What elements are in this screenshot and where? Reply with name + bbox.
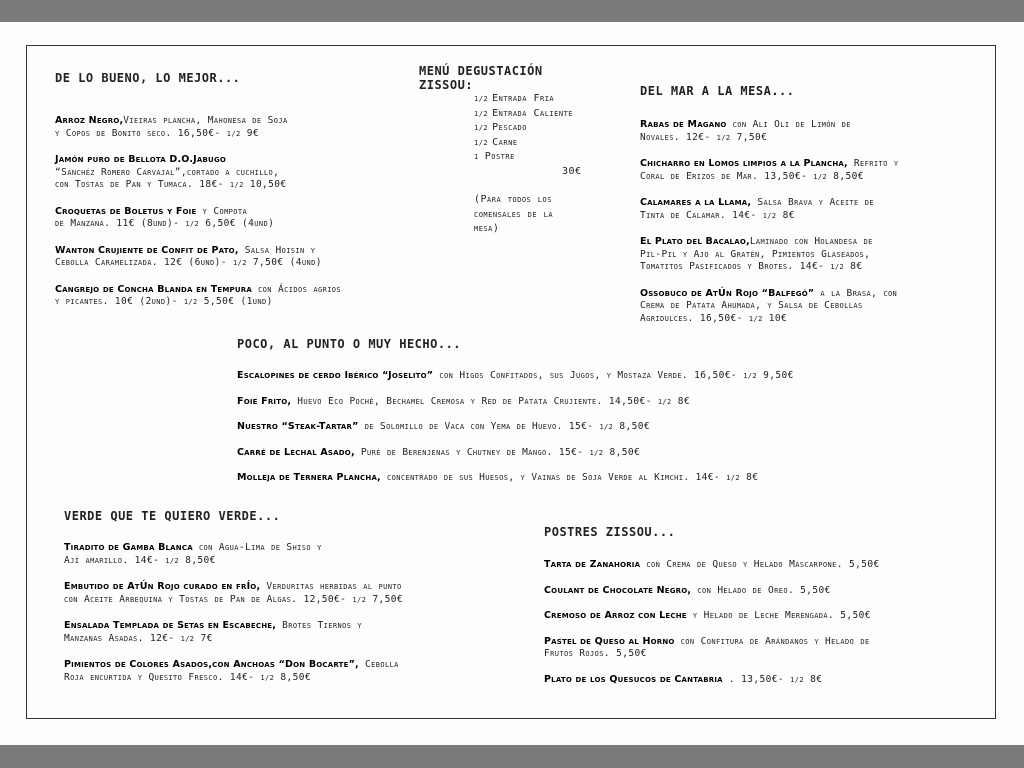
menu-page	[0, 22, 1024, 745]
section-title: VERDE QUE TE QUIERO VERDE...	[64, 509, 281, 523]
dish-name: Foie Frito,	[237, 395, 292, 407]
dish-name: Pastel de Queso al Horno	[544, 635, 675, 647]
qty: 1/2	[474, 138, 489, 147]
section-mar	[640, 84, 980, 325]
menu-item	[237, 447, 977, 460]
dish-name: Cangrejo de Concha Blanda en Tempura	[55, 283, 252, 295]
dish-desc: Manzanas Asadas. 12€-	[64, 632, 181, 644]
section-verde	[64, 509, 484, 684]
dish-name: Embutido de AtÚn Rojo curado en frÍo,	[64, 581, 261, 592]
half-mark: 1/2	[232, 259, 247, 267]
dish-name: Wanton Crujiente de Confit de Pato,	[55, 244, 239, 256]
half-price: 8€	[803, 673, 823, 685]
dish-desc: Novales. 12€-	[640, 131, 717, 143]
dish-desc: con Higos Confitados, sus Jugos, y Mostaza Verde. 16,50€-	[433, 370, 744, 381]
dish-desc: con Aceite Arbequina y Tostas de Pan de Algas. 12,50€-	[64, 593, 353, 605]
degustacion-note: comensales de la	[474, 208, 554, 220]
half-price: 8€	[776, 209, 795, 221]
half-price: 7,50€	[730, 131, 768, 143]
dish-desc: Huevo Eco Poché, Bechamel Cremosa y Red de Patata Crujiente. 14,50€-	[291, 395, 658, 407]
half-mark: 1/2	[813, 172, 828, 181]
half-mark: 1/2	[229, 181, 244, 189]
menu-item	[640, 288, 980, 326]
dish-name: Carré de Lechal Asado,	[237, 446, 355, 458]
half-mark: 1/2	[830, 263, 845, 271]
menu-item	[544, 636, 974, 661]
half-mark: 1/2	[260, 673, 275, 682]
course: Entrada Caliente	[492, 107, 574, 119]
qty: 1	[474, 153, 479, 161]
dish-desc: Cebolla	[358, 659, 399, 670]
half-price: 7,50€ (4und)	[246, 257, 322, 268]
menu-item	[55, 154, 415, 192]
section-title: POCO, AL PUNTO O MUY HECHO...	[237, 337, 462, 351]
dish-desc: y picantes. 10€ (2und)-	[55, 296, 184, 307]
half-mark: 1/2	[657, 397, 672, 406]
dish-desc: Vieiras plancha, Mahonesa de Soja	[123, 115, 288, 126]
dish-name: Pimientos de Colores Asados,con Anchoas “Don Bocarte”,	[64, 659, 359, 670]
section-punto	[237, 337, 977, 485]
dish-desc: Pil-Pil y Ajo al Gratén, Pimientos Glaseados,	[640, 248, 871, 260]
menu-item	[237, 472, 977, 485]
dish-desc: con Tostas de Pan y Tumaca. 18€-	[55, 179, 230, 190]
dish-name: Tarta de Zanahoria	[544, 559, 641, 570]
half-price: 10€	[762, 312, 788, 324]
half-mark: 1/2	[599, 423, 614, 431]
dish-desc: Frutos Rojos. 5,50€	[544, 648, 647, 659]
dish-desc: Agridulces. 16,50€-	[640, 312, 749, 324]
dish-name: Ossobuco de AtÚn Rojo “Balfegó”	[640, 287, 815, 299]
half-price: 7,50€	[366, 593, 403, 605]
degustacion-line	[474, 150, 619, 165]
dish-name: El Plato del Bacalao,	[640, 236, 750, 247]
dish-desc: con Confitura de Arándanos y Helado de	[674, 635, 870, 647]
half-mark: 1/2	[180, 634, 195, 643]
half-mark: 1/2	[790, 675, 804, 684]
half-price: 8,50€	[603, 446, 641, 458]
menu-item	[64, 581, 484, 606]
dish-desc: con Agua-Lima de Shiso y	[192, 542, 322, 553]
dish-desc: Coral de Erizos de Mar. 13,50€-	[640, 170, 814, 182]
menu-item	[544, 610, 974, 623]
half-price: 8€	[671, 395, 691, 407]
half-price: 9,50€	[756, 370, 794, 381]
dish-name: Coulant de Chocolate Negro,	[544, 584, 692, 596]
menu-item	[640, 158, 980, 183]
half-price: 8€	[740, 472, 759, 483]
half-mark: 1/2	[226, 129, 241, 138]
section-title: DE LO BUENO, LO MEJOR...	[55, 71, 241, 85]
section-bueno	[55, 71, 415, 309]
degustacion-line	[474, 92, 619, 107]
dish-name: Croquetas de Boletus y Foie	[55, 205, 197, 217]
half-price: 7€	[194, 632, 213, 644]
half-price: 8,50€	[613, 421, 650, 432]
course: Entrada Fria	[492, 93, 555, 104]
dish-name: Tiradito de Gamba Blanca	[64, 542, 193, 553]
menu-item	[55, 115, 415, 140]
menu-item	[640, 197, 980, 222]
half-mark: 1/2	[165, 556, 180, 565]
menu-item	[64, 620, 484, 645]
half-mark: 1/2	[185, 220, 200, 228]
dish-desc: con Ali Oli de Limón de	[726, 119, 851, 130]
dish-desc: Cebolla Caramelizada. 12€ (6und)-	[55, 257, 233, 268]
dish-desc: . 13,50€-	[722, 673, 791, 685]
menu-item	[64, 659, 484, 684]
dish-name: Rabas de Magano	[640, 119, 727, 130]
course: Postre	[484, 151, 515, 162]
dish-name: Chicharro en Lomos limpios a la Plancha,	[640, 158, 848, 169]
course: Pescado	[492, 122, 527, 133]
degustacion-note: (Para todos los	[474, 194, 552, 205]
section-degustacion	[419, 64, 619, 237]
dish-desc: de Solomillo de Vaca con Yema de Huevo. 15€-	[358, 421, 600, 432]
dish-desc: Verduritas herbidas al punto	[260, 581, 402, 592]
dish-desc: “Sanchéz Romero Carvajal”,cortado a cuchillo,	[55, 166, 280, 178]
dish-desc: y Helado de Leche Merengada. 5,50€	[686, 610, 871, 621]
degustacion-note: mesa)	[474, 223, 500, 234]
dish-desc: Laminado con Holandesa de	[749, 236, 873, 247]
menu-item	[237, 370, 977, 383]
half-mark: 1/2	[748, 314, 763, 323]
dish-name: Ensalada Templada de Setas en Escabeche,	[64, 620, 277, 631]
half-mark: 1/2	[743, 372, 757, 380]
menu-item	[55, 206, 415, 231]
half-mark: 1/2	[183, 298, 198, 306]
half-mark: 1/2	[352, 595, 367, 604]
half-mark: 1/2	[726, 474, 741, 482]
half-mark: 1/2	[762, 211, 777, 220]
menu-item	[544, 559, 974, 572]
half-mark: 1/2	[589, 448, 604, 457]
dish-name: Nuestro “Steak-Tartar”	[237, 421, 359, 432]
dish-name: Cremoso de Arroz con Leche	[544, 610, 687, 621]
section-title: POSTRES ZISSOU...	[544, 525, 676, 539]
half-price: 9€	[240, 127, 259, 139]
dish-desc: Brotes Tiernos y	[276, 620, 363, 631]
qty: 1/2	[474, 109, 489, 118]
menu-item	[55, 284, 415, 309]
dish-name: Calamares a la Llama,	[640, 197, 752, 208]
menu-item	[544, 585, 974, 598]
dish-desc: con Ácidos agrios	[251, 283, 342, 295]
menu-item	[237, 421, 977, 434]
degustacion-line	[474, 136, 619, 151]
qty: 1/2	[474, 124, 489, 132]
half-price: 8€	[844, 261, 863, 272]
dish-name: Jamón puro de Bellota D.O.Jabugo	[55, 154, 227, 165]
menu-item	[544, 674, 974, 687]
menu-item	[64, 542, 484, 567]
dish-desc: de Manzana. 11€ (8und)-	[55, 218, 186, 229]
menu-item	[640, 236, 980, 274]
half-price: 5,50€ (1und)	[197, 296, 273, 307]
degustacion-title: ZISSOU:	[419, 78, 474, 92]
degustacion-line	[474, 107, 619, 122]
menu-item	[237, 396, 977, 409]
dish-name: Arroz Negro,	[55, 115, 124, 126]
section-postres	[544, 525, 974, 686]
menu-item	[55, 245, 415, 270]
dish-desc: Tomatitos Pasificados y Brotes. 14€-	[640, 261, 831, 272]
half-price: 8,50€	[274, 671, 311, 683]
section-title: DEL MAR A LA MESA...	[640, 84, 795, 98]
half-price: 8,50€	[179, 554, 216, 566]
half-price: 6,50€ (4und)	[199, 218, 275, 229]
half-price: 10,50€	[243, 179, 287, 190]
degustacion-list	[474, 92, 619, 237]
dish-desc: con Crema de Queso y Helado Mascarpone. 5,50€	[640, 559, 880, 570]
dish-desc: con Helado de Oreo. 5,50€	[691, 584, 831, 596]
dish-desc: Salsa Hoisin y	[238, 244, 316, 256]
dish-desc: Refrito y	[847, 158, 899, 169]
dish-name: Plato de los Quesucos de Cantabria	[544, 673, 723, 685]
dish-desc: Crema de Patata Ahumada, y Salsa de Cebollas	[640, 300, 863, 311]
dish-desc: Tinta de Calamar. 14€-	[640, 209, 763, 221]
dish-name: Escalopines de cerdo Ibérico “Joselito”	[237, 370, 434, 381]
dish-desc: Salsa Brava y Aceite de	[751, 197, 875, 208]
dish-name: Molleja de Ternera Plancha,	[237, 472, 381, 483]
menu-item	[640, 119, 980, 144]
dish-desc: a la Brasa, con	[814, 287, 898, 299]
dish-desc: concentrado de sus Huesos, y Vainas de Soja Verde al Kimchi. 14€-	[380, 472, 727, 483]
qty: 1/2	[474, 95, 489, 103]
half-price: 8,50€	[827, 170, 864, 182]
degustacion-price: 30€	[562, 165, 582, 177]
degustacion-title: MENÚ DEGUSTACIÓN	[419, 64, 543, 78]
half-mark: 1/2	[716, 133, 731, 142]
course: Carne	[492, 136, 518, 148]
dish-desc: Ají amarillo. 14€-	[64, 554, 166, 566]
dish-desc: Puré de Berenjenas y Chutney de Mango. 15€-	[354, 446, 590, 458]
dish-desc: y Compota	[196, 205, 248, 217]
degustacion-line	[474, 121, 619, 136]
dish-desc: Roja encurtida y Quesito Fresco. 14€-	[64, 671, 261, 683]
dish-desc: y Copos de Bonito seco. 16,50€-	[55, 127, 227, 139]
